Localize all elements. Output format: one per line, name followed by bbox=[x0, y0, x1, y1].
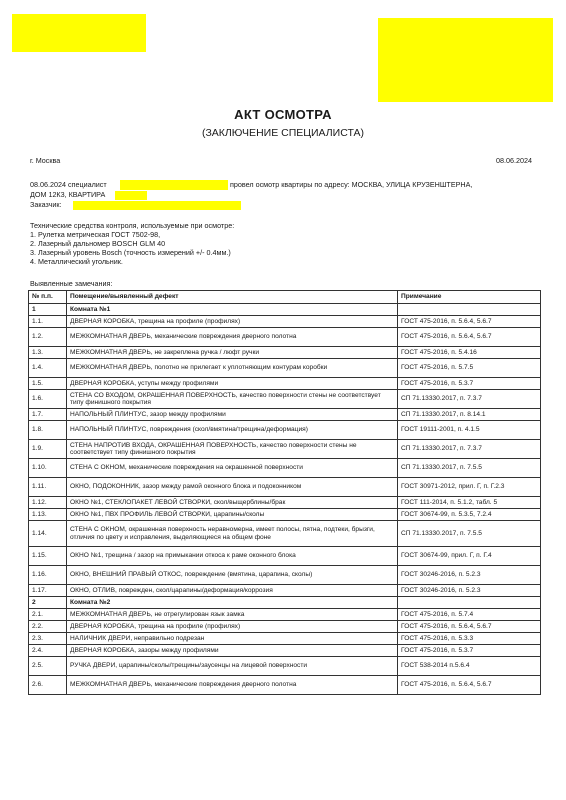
cell-defect: ДВЕРНАЯ КОРОБКА, трещина на профиле (профилях) bbox=[67, 621, 398, 633]
redaction-apartment-number bbox=[115, 191, 147, 200]
intro-line1-prefix: 08.06.2024 специалист bbox=[30, 180, 107, 189]
table-row bbox=[29, 497, 541, 509]
cell-defect: СТЕНА СО ВХОДОМ, ОКРАШЕННАЯ ПОВЕРХНОСТЬ, качество поверхности стены не соответствует типу финишного покрытия bbox=[67, 390, 398, 409]
cell-defect: ОКНО, ВНЕШНИЙ ПРАВЫЙ ОТКОС, повреждение (вмятина, царапина, сколы) bbox=[67, 566, 398, 585]
cell-number: 1.5. bbox=[29, 378, 67, 390]
redaction-top-right bbox=[378, 18, 553, 102]
city: г. Москва bbox=[30, 156, 61, 165]
tools-item: 3. Лазерный уровень Bosch (точность измерений +/- 0.4мм.) bbox=[30, 248, 231, 257]
cell-number: 2.1. bbox=[29, 609, 67, 621]
document-title: АКТ ОСМОТРА bbox=[234, 107, 332, 122]
cell-defect: СТЕНА С ОКНОМ, окрашенная поверхность неравномерна, имеет полосы, пятна, подтеки, брызги, отличия по цвету и исправления, выделяющиеся на общем фоне bbox=[67, 521, 398, 547]
table-row bbox=[29, 521, 541, 547]
cell-number: 1 bbox=[29, 304, 67, 316]
table-row bbox=[29, 378, 541, 390]
cell-number: 1.16. bbox=[29, 566, 67, 585]
cell-number: 1.6. bbox=[29, 390, 67, 409]
table-row bbox=[29, 566, 541, 585]
table-row bbox=[29, 347, 541, 359]
table-row bbox=[29, 609, 541, 621]
cell-defect: МЕЖКОМНАТНАЯ ДВЕРЬ, не закреплена ручка / люфт ручки bbox=[67, 347, 398, 359]
table-row bbox=[29, 621, 541, 633]
cell-note: ГОСТ 30674-99, п. 5.3.5, 7.2.4 bbox=[398, 509, 541, 521]
table-row bbox=[29, 440, 541, 459]
cell-number: 1.15. bbox=[29, 547, 67, 566]
cell-defect: МЕЖКОМНАТНАЯ ДВЕРЬ, не отрегулирован язык замка bbox=[67, 609, 398, 621]
table-row bbox=[29, 547, 541, 566]
defects-table bbox=[28, 290, 541, 695]
table-row bbox=[29, 645, 541, 657]
section-row bbox=[29, 597, 541, 609]
tools-item: 2. Лазерный дальномер BOSCH GLM 40 bbox=[30, 239, 166, 248]
customer-label: Заказчик: bbox=[30, 200, 62, 209]
cell-number: 2 bbox=[29, 597, 67, 609]
table-row bbox=[29, 409, 541, 421]
cell-note: ГОСТ 475-2016, п. 5.6.4, 5.6.7 bbox=[398, 621, 541, 633]
redaction-customer-name bbox=[73, 201, 241, 210]
cell-defect: МЕЖКОМНАТНАЯ ДВЕРЬ, полотно не прилегает к уплотняющим контурам коробки bbox=[67, 359, 398, 378]
cell-note: СП 71.13330.2017, п. 7.5.5 bbox=[398, 459, 541, 478]
cell-defect: МЕЖКОМНАТНАЯ ДВЕРЬ, механические повреждения дверного полотна bbox=[67, 676, 398, 695]
cell-note: СП 71.13330.2017, п. 8.14.1 bbox=[398, 409, 541, 421]
tools-heading: Технические средства контроля, используемые при осмотре: bbox=[30, 221, 235, 230]
cell-defect: Комната №1 bbox=[67, 304, 398, 316]
table-row bbox=[29, 676, 541, 695]
cell-defect: СТЕНА НАПРОТИВ ВХОДА, ОКРАШЕННАЯ ПОВЕРХНОСТЬ, качество поверхности стены не соответствует типу финишного покрытия bbox=[67, 440, 398, 459]
cell-number: 1.4. bbox=[29, 359, 67, 378]
cell-note: СП 71.13330.2017, п. 7.3.7 bbox=[398, 440, 541, 459]
cell-defect: ОКНО №1, СТЕКЛОПАКЕТ ЛЕВОЙ СТВОРКИ, скол/выщерблины/брак bbox=[67, 497, 398, 509]
cell-note: ГОСТ 111-2014, п. 5.1.2, табл. 5 bbox=[398, 497, 541, 509]
header-defect: Помещение/выявленный дефект bbox=[67, 291, 398, 304]
tools-item: 4. Металлический угольник. bbox=[30, 257, 123, 266]
cell-defect: НАПОЛЬНЫЙ ПЛИНТУС, повреждения (скол/вмятина/трещина/деформация) bbox=[67, 421, 398, 440]
cell-number: 1.9. bbox=[29, 440, 67, 459]
cell-defect: СТЕНА С ОКНОМ, механические повреждения на окрашенной поверхности bbox=[67, 459, 398, 478]
cell-defect: ДВЕРНАЯ КОРОБКА, трещина на профиле (профилях) bbox=[67, 316, 398, 328]
table-row bbox=[29, 390, 541, 409]
cell-defect: ОКНО №1, трещина / зазор на примыкании откоса к раме оконного блока bbox=[67, 547, 398, 566]
cell-number: 1.14. bbox=[29, 521, 67, 547]
redaction-top-left bbox=[12, 14, 146, 52]
cell-note: ГОСТ 19111-2001, п. 4.1.5 bbox=[398, 421, 541, 440]
cell-number: 1.8. bbox=[29, 421, 67, 440]
cell-number: 1.12. bbox=[29, 497, 67, 509]
table-row bbox=[29, 459, 541, 478]
cell-number: 2.5. bbox=[29, 657, 67, 676]
table-row bbox=[29, 633, 541, 645]
cell-number: 2.6. bbox=[29, 676, 67, 695]
cell-note bbox=[398, 597, 541, 609]
cell-note: ГОСТ 475-2016, п. 5.3.7 bbox=[398, 645, 541, 657]
cell-note: ГОСТ 30674-99, прил. Г, п. Г.4 bbox=[398, 547, 541, 566]
cell-defect: ДВЕРНАЯ КОРОБКА, уступы между профилями bbox=[67, 378, 398, 390]
cell-defect: НАЛИЧНИК ДВЕРИ, неправильно подрезан bbox=[67, 633, 398, 645]
cell-number: 1.13. bbox=[29, 509, 67, 521]
cell-note: СП 71.13330.2017, п. 7.3.7 bbox=[398, 390, 541, 409]
cell-number: 1.7. bbox=[29, 409, 67, 421]
cell-note: ГОСТ 475-2016, п. 5.4.16 bbox=[398, 347, 541, 359]
cell-defect: МЕЖКОМНАТНАЯ ДВЕРЬ, механические повреждения дверного полотна bbox=[67, 328, 398, 347]
cell-note: ГОСТ 475-2016, п. 5.6.4, 5.6.7 bbox=[398, 316, 541, 328]
cell-note: ГОСТ 30971-2012, прил. Г, п. Г.2.3 bbox=[398, 478, 541, 497]
cell-note: ГОСТ 538-2014 п.5.6.4 bbox=[398, 657, 541, 676]
cell-note: ГОСТ 475-2016, п. 5.7.4 bbox=[398, 609, 541, 621]
cell-number: 1.1. bbox=[29, 316, 67, 328]
table-row bbox=[29, 421, 541, 440]
cell-number: 2.2. bbox=[29, 621, 67, 633]
cell-defect: Комната №2 bbox=[67, 597, 398, 609]
cell-defect: ДВЕРНАЯ КОРОБКА, зазоры между профилями bbox=[67, 645, 398, 657]
redaction-specialist-name bbox=[120, 180, 228, 190]
table-header-row bbox=[29, 291, 541, 304]
cell-number: 2.4. bbox=[29, 645, 67, 657]
header-note: Примечание bbox=[398, 291, 541, 304]
table-row bbox=[29, 478, 541, 497]
cell-defect: РУЧКА ДВЕРИ, царапины/сколы/трещины/заусенцы на лицевой поверхности bbox=[67, 657, 398, 676]
cell-note: ГОСТ 475-2016, п. 5.6.4, 5.6.7 bbox=[398, 676, 541, 695]
intro-line2: ДОМ 12К3, КВАРТИРА bbox=[30, 190, 106, 199]
table-row bbox=[29, 509, 541, 521]
intro-line1-suffix: провел осмотр квартиры по адресу: МОСКВА, УЛИЦА КРУЗЕНШТЕРНА, bbox=[230, 180, 473, 189]
cell-number: 2.3. bbox=[29, 633, 67, 645]
cell-note bbox=[398, 304, 541, 316]
cell-note: ГОСТ 475-2016, п. 5.3.3 bbox=[398, 633, 541, 645]
cell-number: 1.2. bbox=[29, 328, 67, 347]
cell-defect: ОКНО №1, ПВХ ПРОФИЛЬ ЛЕВОЙ СТВОРКИ, царапины/сколы bbox=[67, 509, 398, 521]
section-row bbox=[29, 304, 541, 316]
remarks-label: Выявленные замечания: bbox=[30, 279, 113, 288]
cell-defect: ОКНО, ОТЛИВ, поврежден, скол/царапины/деформация/коррозия bbox=[67, 585, 398, 597]
document-date: 08.06.2024 bbox=[496, 156, 532, 165]
cell-number: 1.11. bbox=[29, 478, 67, 497]
table-row bbox=[29, 328, 541, 347]
cell-number: 1.3. bbox=[29, 347, 67, 359]
table-row bbox=[29, 657, 541, 676]
cell-note: ГОСТ 30246-2016, п. 5.2.3 bbox=[398, 585, 541, 597]
header-number: № п.п. bbox=[29, 291, 67, 304]
table-row bbox=[29, 585, 541, 597]
cell-defect: НАПОЛЬНЫЙ ПЛИНТУС, зазор между профилями bbox=[67, 409, 398, 421]
cell-note: ГОСТ 475-2016, п. 5.6.4, 5.6.7 bbox=[398, 328, 541, 347]
cell-note: СП 71.13330.2017, п. 7.5.5 bbox=[398, 521, 541, 547]
cell-defect: ОКНО, ПОДОКОННИК, зазор между рамой оконного блока и подоконником bbox=[67, 478, 398, 497]
cell-note: ГОСТ 475-2016, п. 5.7.5 bbox=[398, 359, 541, 378]
cell-number: 1.17. bbox=[29, 585, 67, 597]
cell-note: ГОСТ 475-2016, п. 5.3.7 bbox=[398, 378, 541, 390]
document-subtitle: (ЗАКЛЮЧЕНИЕ СПЕЦИАЛИСТА) bbox=[201, 127, 365, 139]
tools-item: 1. Рулетка метрическая ГОСТ 7502-98, bbox=[30, 230, 161, 239]
table-row bbox=[29, 316, 541, 328]
cell-note: ГОСТ 30246-2016, п. 5.2.3 bbox=[398, 566, 541, 585]
cell-number: 1.10. bbox=[29, 459, 67, 478]
table-row bbox=[29, 359, 541, 378]
